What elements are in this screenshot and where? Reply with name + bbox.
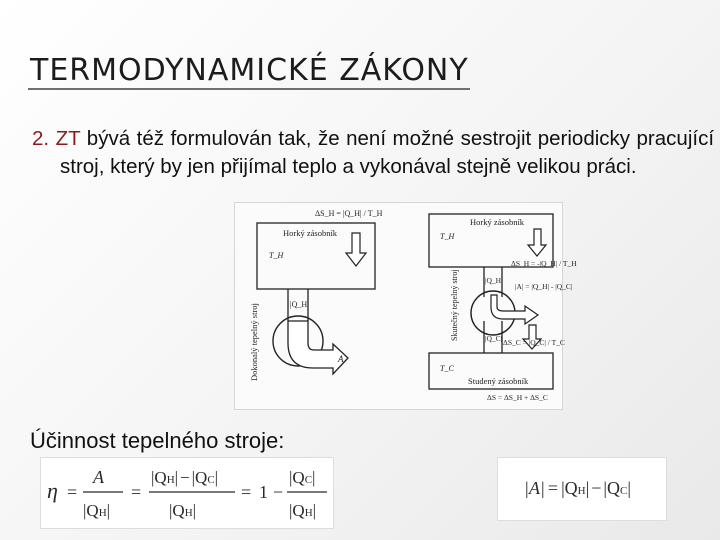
real-heat-cold: |Q_C| <box>485 334 503 343</box>
formula-numerator-QH-minus-QC: |QH| − |QC| <box>151 468 219 487</box>
ideal-hot-reservoir-label: Horký zásobník <box>283 228 338 238</box>
ideal-entropy-label: ΔS_H = |Q_H| / T_H <box>315 209 383 218</box>
title-underline <box>28 88 470 90</box>
formula-numerator-QC: |QC| <box>289 468 316 487</box>
ideal-work-label: A <box>338 354 344 364</box>
law-number: 2. ZT <box>32 127 81 150</box>
law-statement <box>32 125 714 181</box>
heat-engine-diagram <box>234 202 577 410</box>
real-entropy-hot: ΔS_H = -|Q_H| / T_H <box>511 259 577 268</box>
heat-engine-figure <box>235 203 577 409</box>
ideal-temp-label: T_H <box>269 251 284 260</box>
work-formula <box>497 457 667 521</box>
real-entropy-cold: ΔS_C = |Q_C| / T_C <box>503 338 565 347</box>
formula-one: 1 <box>259 482 268 502</box>
real-work-eq: |A| = |Q_H| - |Q_C| <box>515 282 573 291</box>
real-cold-reservoir-label: Studený zásobník <box>468 376 529 386</box>
formula-numerator-A: A <box>93 467 104 487</box>
efficiency-formula <box>40 457 334 529</box>
ideal-heat-label: |Q_H| <box>290 300 309 309</box>
slide-title: TERMODYNAMICKÉ ZÁKONY <box>30 53 469 88</box>
real-entropy-hot-arrow <box>528 229 546 256</box>
formula-equals-3: = <box>241 482 252 502</box>
real-hot-reservoir-label: Horký zásobník <box>470 217 525 227</box>
work-formula-text: |A| = |QH| − |QC| <box>524 478 631 498</box>
efficiency-heading: Účinnost tepelného stroje: <box>30 428 285 453</box>
real-heat-hot: |Q_H| <box>485 276 503 285</box>
formula-denominator-QH-3: |QH| <box>289 501 317 520</box>
formula-equals-1: = <box>67 482 78 502</box>
real-engine-label: Skutečný tepelný stroj <box>450 269 459 341</box>
ideal-engine-label: Dokonalý tepelný stroj <box>249 303 259 381</box>
formula-equals-2: = <box>131 482 142 502</box>
formula-denominator-QH-2: |QH| <box>169 501 197 520</box>
real-temp-hot: T_H <box>440 232 455 241</box>
real-temp-cold: T_C <box>440 364 454 373</box>
formula-denominator-QH: |QH| <box>83 501 111 520</box>
formula-minus: − <box>273 482 284 502</box>
law-text: bývá též formulován tak, že není možné sestrojit periodicky pracující stroj, který by jen přijímal teplo a vykonával stejně velikou práci. <box>60 127 715 178</box>
efficiency-formula-svg <box>41 458 333 528</box>
ideal-entropy-arrow <box>346 233 366 266</box>
work-formula-svg <box>498 458 666 520</box>
formula-eta: η <box>47 478 58 503</box>
real-entropy-total: ΔS = ΔS_H + ΔS_C <box>487 393 548 402</box>
